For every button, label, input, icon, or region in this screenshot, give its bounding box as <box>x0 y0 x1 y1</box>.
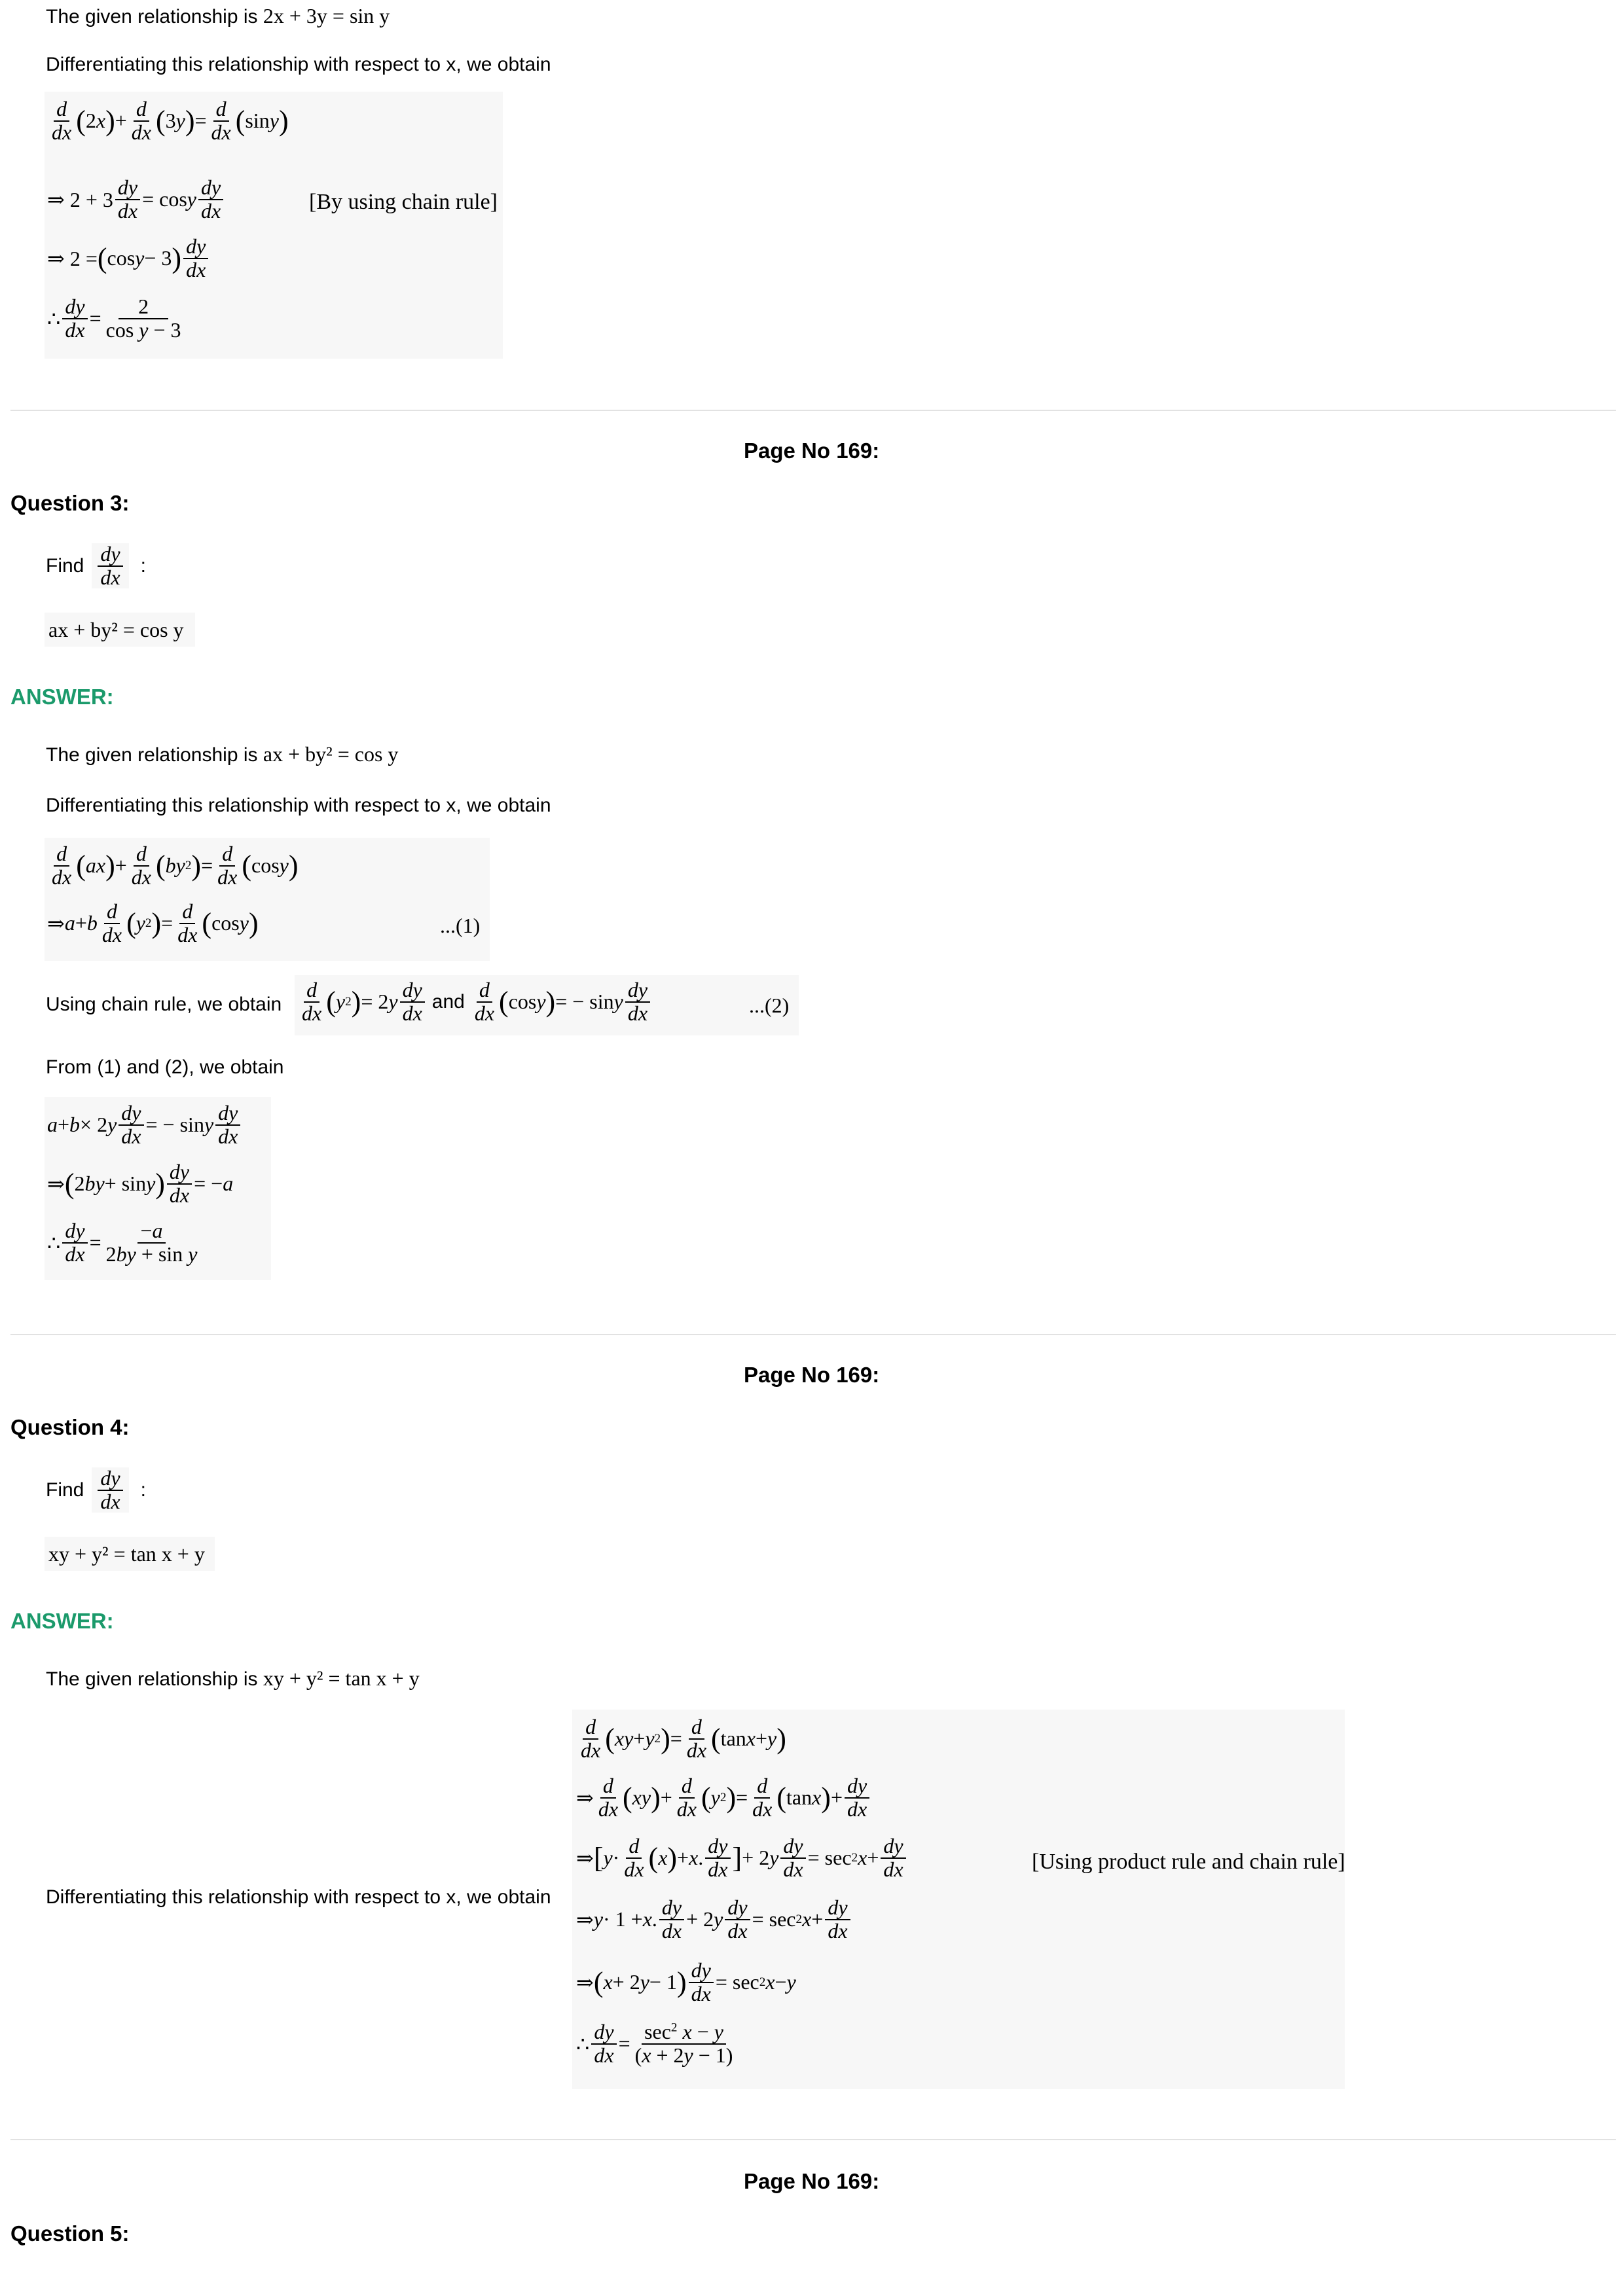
derivation-block: $\frac{d}{dx}$ ( xy + y 2 ) = $\frac{d}{dx}$ ( tan x + y ) ⇒ $\frac{d}{dx}$ ( xy ) + $\frac{d}{dx}$ ( y 2 ) = $\frac{d}{dx}$ ( tan x ) + $\frac{dy}{dx}$ ⇒ [ y · $\frac{d}{dx}$ ( x ) + x . $\frac{dy}{dx}$ ] + 2 y $\frac{dy}{dx}$ = sec 2 x + $\frac{dy}{dx}$ ⇒ y · 1 + x . $\frac{dy}{dx}$ + 2 y $\frac{dy}{dx}$ = sec 2 x + $\frac{dy}{dx}$ ⇒ ( x + 2 y − 1 ) $\frac{dy}{dx}$ = sec 2 x − y ∴ $\frac{dy}{dx}$ = $\frac{\sec^2 x - y}{(x + 2y - 1)}$ <box>572 1710 1345 2089</box>
diff-text: Differentiating this relationship with respect to x, we obtain <box>46 54 551 75</box>
divider <box>10 1334 1616 1335</box>
divider <box>10 2139 1616 2140</box>
derivation-block: $\frac{d}{dx}$ ( ax ) + $\frac{d}{dx}$ ( by 2 ) = $\frac{d}{dx}$ ( cos y ) ⇒ a + b $\frac{d}{dx}$ ( y 2 ) = $\frac{d}{dx}$ ( cos y ) <box>45 838 490 961</box>
question-equation-box <box>45 613 195 647</box>
derivation-block: a + b × 2 y $\frac{dy}{dx}$ = − sin y $\frac{dy}{dx}$ ⇒ ( 2 by + sin y ) $\frac{dy}{dx}$ = − a ∴ $\frac{dy}{dx}$ = $\frac{-a}{\text{2by + sin y}}$ <box>45 1097 271 1280</box>
diff-text: Differentiating this relationship with respect to x, we obtain <box>46 795 551 816</box>
question-equation: xy + y² = tan x + y <box>48 1542 205 1566</box>
question-heading: Question 4: <box>10 1415 130 1439</box>
chain-rule-math: $\frac{d}{dx}$ ( y 2 ) = 2 y $\frac{dy}{dx}$ and $\frac{d}{dx}$ ( cos y ) = − sin y $\frac{dy}{dx}$ <box>295 975 799 1035</box>
find-prompt: Find $\frac{dy}{dx}$ : <box>46 1466 146 1513</box>
page-number: Page No 169: <box>744 1363 880 1387</box>
intro-text: The given relationship is ax + by² = cos y <box>46 742 399 766</box>
intro-equation: 2x + 3y = sin y <box>263 4 390 27</box>
question-equation-box <box>45 1537 215 1571</box>
intro-text: The given relationship is xy + y² = tan x + y <box>46 1666 420 1690</box>
divider <box>10 410 1616 411</box>
page-number: Page No 169: <box>744 2169 880 2193</box>
intro-text: The given relationship is 2x + 3y = sin y <box>46 4 390 27</box>
diff-text: Differentiating this relationship with respect to x, we obtain <box>46 1886 551 1908</box>
question-equation: ax + by² = cos y <box>48 618 184 641</box>
derivation-block: $\frac{d}{dx}$ ( 2 x ) + $\frac{d}{dx}$ ( 3 y ) = $\frac{d}{dx}$ ( sin y ) ⇒ 2 + 3 $\frac{dy}{dx}$ = cos y $\frac{dy}{dx}$ ⇒ 2 = ( cos y − 3 ) $\frac{dy}{dx}$ ∴ $\frac{dy}{dx}$ = $\frac{2}{\text{cos y − 3}}$ <box>45 92 503 359</box>
product-rule-note: [Using product rule and chain rule] <box>1032 1850 1345 1874</box>
question-heading: Question 5: <box>10 2221 130 2246</box>
equation-tag: ...(1) <box>440 914 481 937</box>
equation-tag: ...(2) <box>749 994 790 1017</box>
find-prompt: Find $\frac{dy}{dx}$ : <box>46 542 146 589</box>
page-number: Page No 169: <box>744 439 880 463</box>
question-heading: Question 3: <box>10 491 130 515</box>
chain-rule-text: Using chain rule, we obtain <box>46 994 282 1015</box>
chain-rule-note: [By using chain rule] <box>309 190 498 214</box>
from-text: From (1) and (2), we obtain <box>46 1056 284 1078</box>
answer-heading: ANSWER: <box>10 685 114 709</box>
answer-heading: ANSWER: <box>10 1609 114 1633</box>
